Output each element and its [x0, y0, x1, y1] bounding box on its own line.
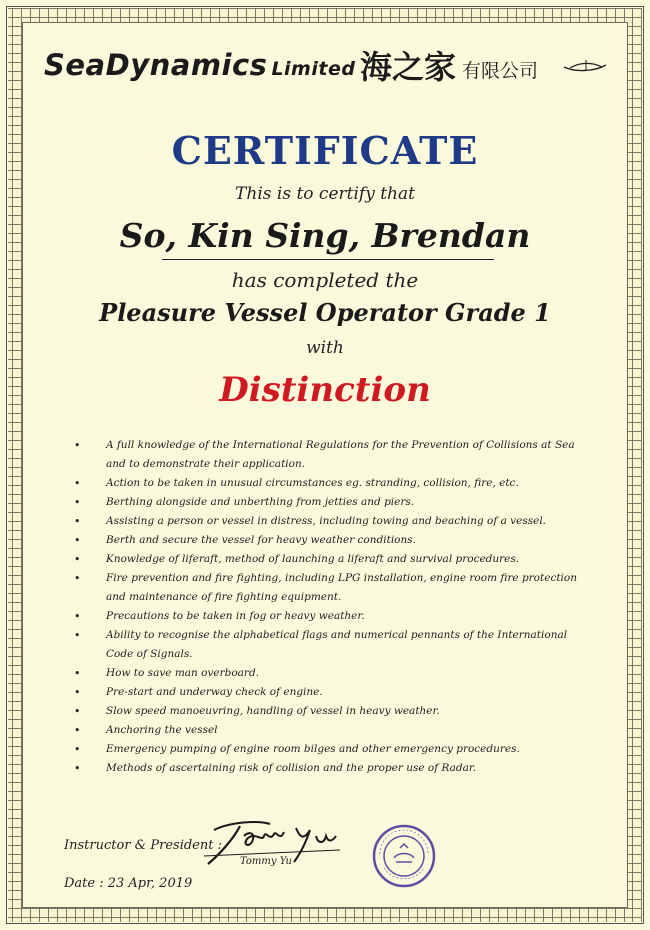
list-item: • Precautions to be taken in fog or heavy weather.: [68, 607, 580, 626]
list-item: • Slow speed manoeuvring, handling of vessel in heavy weather.: [68, 702, 580, 721]
certify-text: This is to certify that: [235, 184, 415, 204]
list-item: • Anchoring the vessel: [68, 721, 580, 740]
signer-name: Tommy Yu: [240, 856, 292, 867]
grade-distinction: Distinction: [219, 370, 431, 410]
list-item: • How to save man overboard.: [68, 664, 580, 683]
list-item: • Pre-start and underway check of engine.: [68, 683, 580, 702]
with-text: with: [306, 338, 344, 358]
list-item: • Ability to recognise the alphabetical flags and numerical pennants of the International Code of Signals.: [68, 626, 580, 664]
issue-date: Date : 23 Apr, 2019: [64, 876, 193, 891]
list-item: • Fire prevention and fire fighting, including LPG installation, engine room fire protection and maintenance of fire fighting equipment.: [68, 569, 580, 607]
decorative-border-bottom: [8, 908, 642, 922]
course-name: Pleasure Vessel Operator Grade 1: [99, 298, 551, 327]
company-logo-text: [44, 48, 355, 82]
list-item: • Berthing alongside and unberthing from jetties and piers.: [68, 493, 580, 512]
list-item: • Methods of ascertaining risk of collision and the proper use of Radar.: [68, 759, 580, 778]
list-item: • Knowledge of liferaft, method of launching a liferaft and survival procedures.: [68, 550, 580, 569]
list-item: • Emergency pumping of engine room bilges and other emergency procedures.: [68, 740, 580, 759]
company-chinese-suffix: 有限公司: [462, 60, 539, 82]
boat-logo-icon: [562, 58, 608, 74]
brand-name: SeaDynamics: [44, 48, 268, 82]
list-item: • Berth and secure the vessel for heavy weather conditions.: [68, 531, 580, 550]
list-item: • A full knowledge of the International Regulations for the Prevention of Collisions at Sea and to demonstrate their application.: [68, 436, 580, 474]
recipient-name: So, Kin Sing, Brendan: [119, 216, 531, 255]
company-chinese-name: 海之家: [360, 48, 457, 86]
list-item: • Action to be taken in unusual circumstances eg. stranding, collision, fire, etc.: [68, 474, 580, 493]
recipient-underline: [162, 259, 494, 260]
completed-text: has completed the: [231, 268, 419, 292]
list-item: • Assisting a person or vessel in distress, including towing and beaching of a vessel.: [68, 512, 580, 531]
certificate-title: CERTIFICATE: [171, 128, 479, 173]
instructor-label: Instructor & President :: [64, 838, 222, 853]
competency-list: [68, 436, 580, 778]
brand-suffix: Limited: [271, 58, 356, 80]
company-seal-icon: [372, 824, 436, 888]
decorative-border-top: [8, 8, 642, 22]
